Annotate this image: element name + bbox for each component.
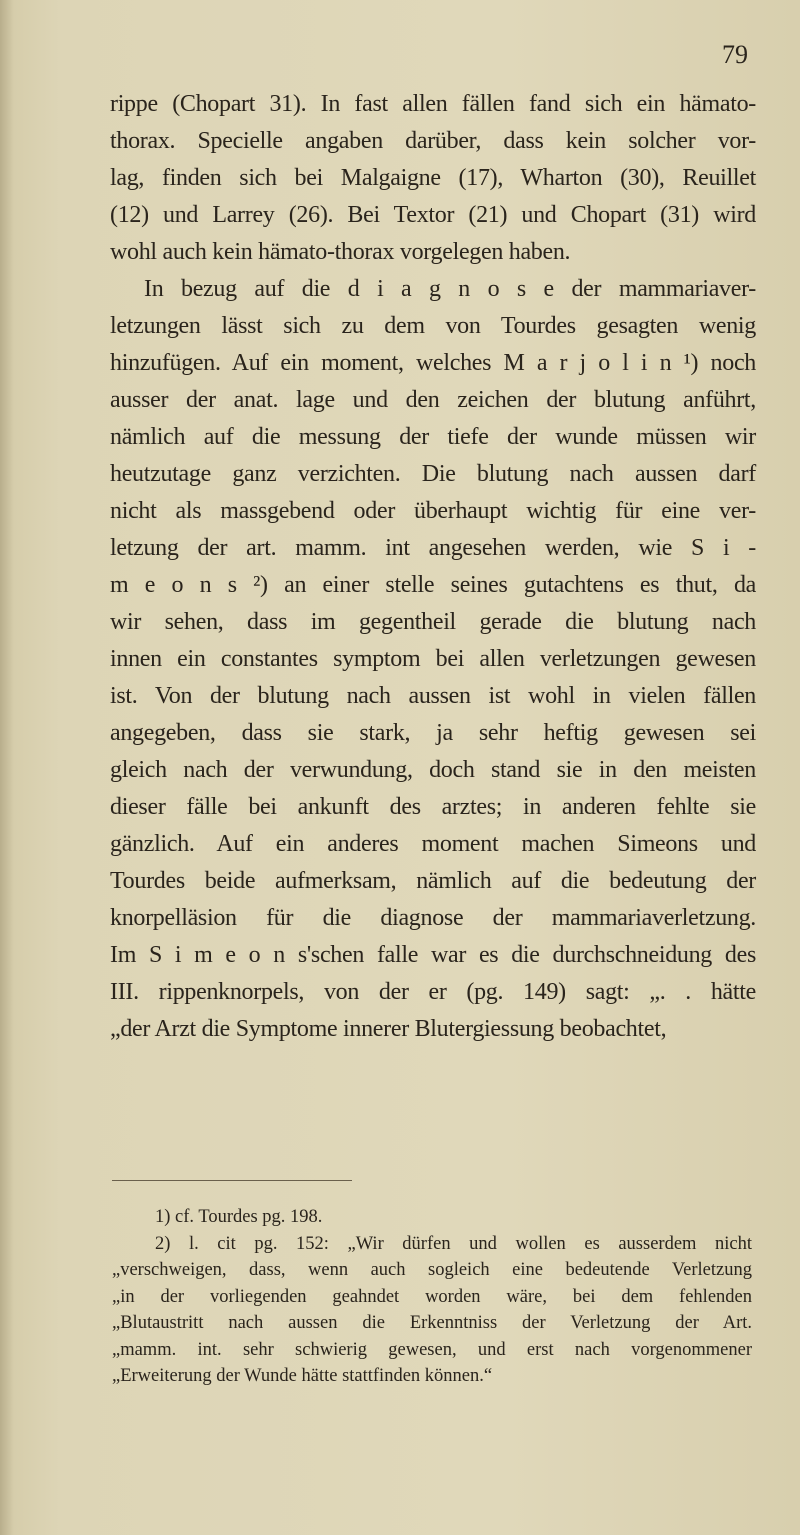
- footnote-line: „mamm. int. sehr schwierig gewesen, und erst nach vorgenommener: [112, 1339, 752, 1360]
- body-line: letzungen lässt sich zu dem von Tourdes gesagten wenig: [110, 313, 756, 339]
- footnotes: [112, 1204, 752, 1390]
- body-line: rippe (Chopart 31). In fast allen fällen fand sich ein hämato-: [110, 91, 756, 117]
- body-line: lag, finden sich bei Malgaigne (17), Wharton (30), Reuillet: [110, 165, 756, 191]
- body-line: m e o n s ²) an einer stelle seines gutachtens es thut, da: [110, 572, 756, 598]
- body-line: heutzutage ganz verzichten. Die blutung nach aussen darf: [110, 461, 756, 487]
- body-line: angegeben, dass sie stark, ja sehr heftig gewesen sei: [110, 720, 756, 746]
- footnote-line: „verschweigen, dass, wenn auch sogleich eine bedeutende Verletzung: [112, 1260, 752, 1280]
- body-line: innen ein constantes symptom bei allen verletzungen gewesen: [110, 646, 756, 672]
- footnote-line: 2) l. cit pg. 152: „Wir dürfen und wollen es ausserdem nicht: [155, 1233, 752, 1254]
- footnote-line: 1) cf. Tourdes pg. 198.: [155, 1207, 323, 1227]
- footnote-line: „in der vorliegenden geahndet worden wäre, bei dem fehlenden: [112, 1286, 752, 1307]
- body-line: In bezug auf die d i a g n o s e der mammariaver-: [144, 276, 756, 302]
- footnote-line: „Erweiterung der Wunde hätte stattfinden können.“: [112, 1366, 493, 1386]
- body-line: nämlich auf die messung der tiefe der wunde müssen wir: [110, 424, 756, 450]
- body-line: ausser der anat. lage und den zeichen der blutung anführt,: [110, 387, 756, 413]
- footnote-divider: [112, 1180, 352, 1181]
- page-number: 79: [722, 40, 748, 69]
- body-line: gänzlich. Auf ein anderes moment machen Simeons und: [110, 831, 756, 857]
- body-line: Tourdes beide aufmerksam, nämlich auf die bedeutung der: [110, 868, 756, 894]
- body-line: hinzufügen. Auf ein moment, welches M a r j o l i n ¹) noch: [110, 350, 756, 376]
- body-line: Im S i m e o n s'schen falle war es die durchschneidung des: [110, 942, 756, 968]
- body-line: dieser fälle bei ankunft des arztes; in anderen fehlte sie: [110, 794, 756, 820]
- body-line: ist. Von der blutung nach aussen ist wohl in vielen fällen: [110, 683, 756, 709]
- body-line: (12) und Larrey (26). Bei Textor (21) und Chopart (31) wird: [110, 202, 756, 228]
- body-line: thorax. Specielle angaben darüber, dass kein solcher vor-: [110, 128, 756, 154]
- body-line: wohl auch kein hämato-thorax vorgelegen haben.: [110, 239, 571, 265]
- body-line: III. rippenknorpels, von der er (pg. 149) sagt: „. . hätte: [110, 979, 756, 1005]
- body-line: „der Arzt die Symptome innerer Blutergiessung beobachtet,: [110, 1016, 667, 1042]
- body-line: wir sehen, dass im gegentheil gerade die blutung nach: [110, 609, 756, 635]
- body-line: gleich nach der verwundung, doch stand sie in den meisten: [110, 757, 756, 783]
- footnote-line: „Blutaustritt nach aussen die Erkenntniss der Verletzung der Art.: [112, 1313, 752, 1333]
- body-line: nicht als massgebend oder überhaupt wichtig für eine ver-: [110, 498, 756, 524]
- body-line: letzung der art. mamm. int angesehen werden, wie S i -: [110, 535, 756, 561]
- body-line: knorpelläsion für die diagnose der mammariaverletzung.: [110, 905, 756, 931]
- body-text: [110, 86, 756, 1048]
